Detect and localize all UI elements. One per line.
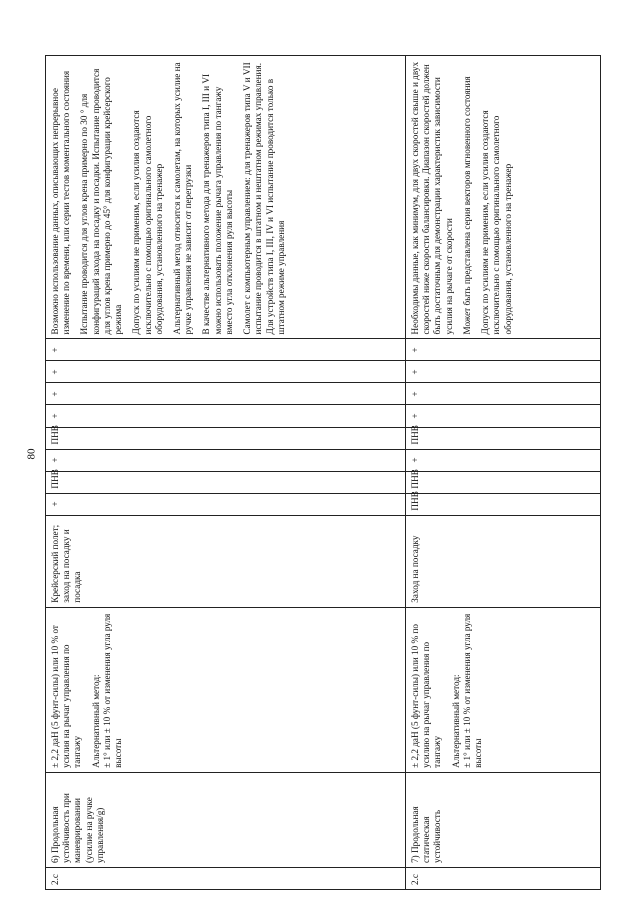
remark-text: В качестве альтернативного метода для тренажеров типа I, III и VI можно использовать положение рычага управления по тангажу вместо угла отклонения руля высоты [201,73,234,335]
tolerance-cell [406,607,601,772]
mark-cell: + [46,339,406,361]
mark-cell: + [406,339,601,361]
tolerance-text: ± 2,2 даН (5 фунт-силы) или 10 % по усилию на рычаг управления по тангажу [410,624,443,768]
flight-condition-cell: Заход на посадку [406,515,601,607]
mark-cell: + [46,361,406,383]
tolerance-text: Альтернативный метод: [90,674,101,768]
mark-cell: + [46,493,406,515]
mark-cell: + [406,361,601,383]
remarks-cell [406,56,601,339]
test-name-cell: 6) Продольная устойчивость при маневрировании (усилие на ручке управления/g) [46,772,406,867]
mark-cell: + [406,405,601,427]
tolerance-cell [46,607,406,772]
remark-text: Альтернативный метод относится к самолетам, на которых усилие на ручке управления не зависит от перегрузки [171,62,194,335]
mark-cell: ПНВ [46,471,406,493]
section-cell: 2.c [406,867,601,889]
mark-cell: + [406,449,601,471]
mark-cell: ПНВ [46,427,406,449]
test-name-cell: 7) Продольная статическая устойчивость [406,772,601,867]
remark-text: Возможно использование данных, описывающих непрерывное изменение по времени, или серии тестов моментального состояния [50,70,72,335]
mark-cell: ПНВ [406,471,601,493]
remark-text: Может быть представлена серия векторов мгновенного состояния [461,76,472,335]
mark-cell: + [46,383,406,405]
mark-cell: + [46,449,406,471]
table-row [406,56,601,890]
mark-cell: + [46,405,406,427]
mark-cell: ПНВ [406,427,601,449]
requirements-table [45,55,601,890]
table-container [45,55,600,890]
remarks-cell [46,56,406,339]
page-number: 80 [25,448,38,460]
tolerance-text: Альтернативный метод: [450,674,461,768]
remark-text: Допуск по усилиям не применим, если усилия создаются исключительно с помощью оригинального самолетного оборудования, установленного на тренажер [480,110,513,335]
section-cell: 2.c [46,867,406,889]
tolerance-text: ± 1° или ± 10 % от изменения угла руля высоты [101,613,124,768]
tolerance-text: ± 2,2 даН (5 фунт-силы) или 10 % от усилия на рычаг управления по тангажу [50,625,83,768]
flight-condition-cell: Крейсерский полет; заход на посадку и посадка [46,515,406,607]
tolerance-text: ± 1° или ± 10 % от изменения угла руля высоты [461,613,484,768]
table-row [46,56,406,890]
remark-text: Испытание проводится для углов крена примерно по 30 ° для конфигураций захода на посадку и посадки. Испытание проводится для углов крена примерно до 45° для конфигурации крейсерского режима [79,68,124,335]
mark-cell: ПНВ [406,493,601,515]
remark-text: Самолет с компьютерным управлением: для тренажеров типа V и VII испытание проводится в штатном и нештатном режимах управления. Для устройств типа I, III, IV и VI испытание проводится только в штатном режиме управления [242,62,286,335]
remark-text: Необходимы данные, как минимум, для двух скоростей свыше и двух скоростей ниже скорости балансировки. Диапазон скоростей должен быть достаточным для демонстрации характеристик зависимости усилия на рычаге от скорости [410,61,454,335]
mark-cell: + [406,383,601,405]
remark-text: Допуск по усилиям не применим, если усилия создаются исключительно с помощью оригинального самолетного оборудования, установленного на тренажер [131,110,164,335]
